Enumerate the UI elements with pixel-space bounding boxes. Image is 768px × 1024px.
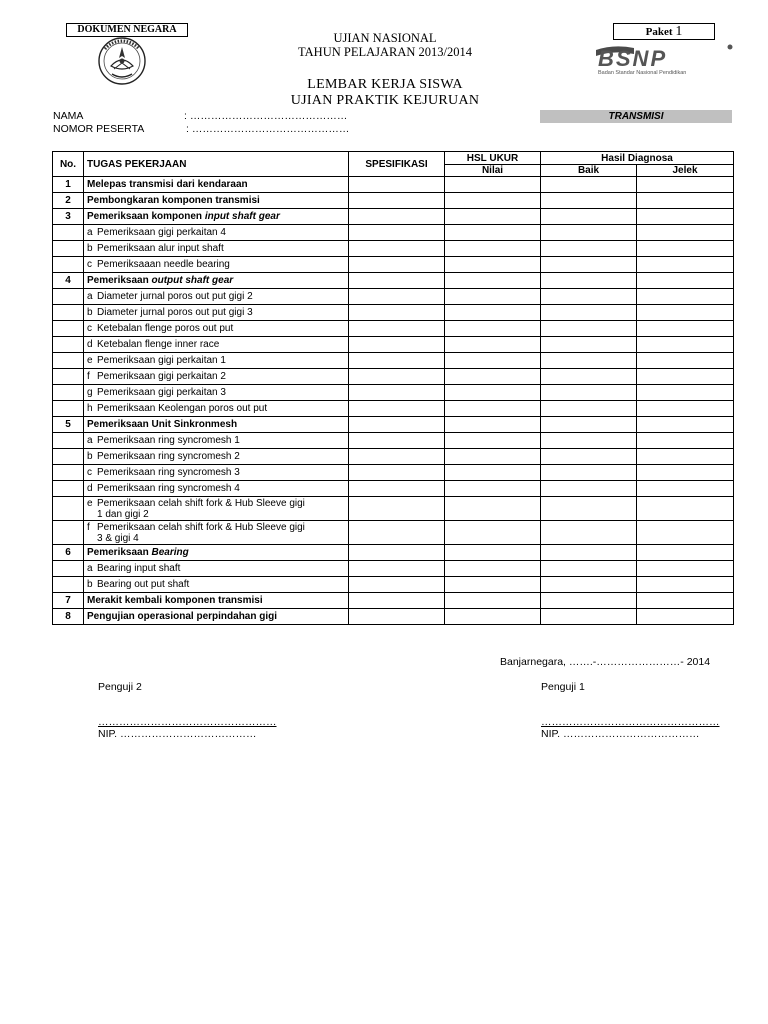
nilai-cell[interactable] xyxy=(445,337,541,353)
row-number: 4 xyxy=(53,273,84,289)
row-number xyxy=(53,497,84,521)
row-number xyxy=(53,241,84,257)
sheet-title-line1: LEMBAR KERJA SISWA xyxy=(307,77,463,92)
row-number xyxy=(53,481,84,497)
task-cell xyxy=(84,481,349,497)
table-row xyxy=(53,593,734,609)
baik-cell[interactable] xyxy=(541,577,637,593)
subtask-text: Diameter jurnal poros out put gigi 2 xyxy=(97,291,253,302)
exam-title xyxy=(250,31,520,59)
task-cell xyxy=(84,401,349,417)
spesifikasi-cell[interactable] xyxy=(349,337,445,353)
nama-label: NAMA xyxy=(53,110,84,122)
task-cell xyxy=(84,593,349,609)
spesifikasi-cell[interactable] xyxy=(349,321,445,337)
task-cell xyxy=(84,321,349,337)
subtask-letter: e xyxy=(87,497,93,509)
task-text: Pembongkaran komponen transmisi xyxy=(87,195,260,206)
subtask-letter: c xyxy=(87,467,92,478)
table-row xyxy=(53,225,734,241)
subtask-text: Pemeriksaan ring syncromesh 3 xyxy=(97,467,240,478)
row-number xyxy=(53,401,84,417)
task-cell xyxy=(84,609,349,625)
subtask-letter: b xyxy=(87,307,93,318)
jelek-cell[interactable] xyxy=(637,273,734,289)
subtask-text: Pemeriksaan celah shift fork & Hub Sleeve gigi xyxy=(97,521,305,533)
col-header-hsl-ukur: HSL UKUR xyxy=(445,152,541,165)
table-row xyxy=(53,177,734,193)
jelek-cell[interactable] xyxy=(637,433,734,449)
subtask-text: Diameter jurnal poros out put gigi 3 xyxy=(97,307,253,318)
subtask-letter: g xyxy=(87,387,93,398)
row-number: 7 xyxy=(53,593,84,609)
subtask-text: Ketebalan flenge inner race xyxy=(97,339,220,350)
baik-cell[interactable] xyxy=(541,561,637,577)
penguji2-label: Penguji 2 xyxy=(98,681,142,693)
subtask-text: 3 & gigi 4 xyxy=(97,532,139,544)
baik-cell[interactable] xyxy=(541,353,637,369)
nilai-cell[interactable] xyxy=(445,193,541,209)
table-row xyxy=(53,385,734,401)
row-number xyxy=(53,433,84,449)
spesifikasi-cell[interactable] xyxy=(349,449,445,465)
task-cell xyxy=(84,225,349,241)
table-row xyxy=(53,561,734,577)
nilai-cell[interactable] xyxy=(445,433,541,449)
nilai-cell[interactable] xyxy=(445,369,541,385)
baik-cell[interactable] xyxy=(541,449,637,465)
table-row xyxy=(53,433,734,449)
nomor-peserta-field[interactable]: : ……………………………………… xyxy=(186,123,350,135)
subtask-letter: a xyxy=(87,227,93,238)
bsnp-logo xyxy=(594,42,736,76)
task-table xyxy=(52,151,734,625)
task-cell xyxy=(84,449,349,465)
col-header-no: No. xyxy=(53,152,84,177)
spesifikasi-cell[interactable] xyxy=(349,545,445,561)
spesifikasi-cell[interactable] xyxy=(349,481,445,497)
baik-cell[interactable] xyxy=(541,481,637,497)
spesifikasi-cell[interactable] xyxy=(349,225,445,241)
col-header-nilai: Nilai xyxy=(445,165,541,177)
subtask-text: Pemeriksaan gigi perkaitan 2 xyxy=(97,371,226,382)
baik-cell[interactable] xyxy=(541,241,637,257)
task-text: Melepas transmisi dari kendaraan xyxy=(87,179,248,190)
place-date: Banjarnegara, …….-……………………- 2014 xyxy=(500,656,711,668)
task-cell xyxy=(84,577,349,593)
jelek-cell[interactable] xyxy=(637,305,734,321)
nilai-cell[interactable] xyxy=(445,257,541,273)
table-row xyxy=(53,497,734,521)
subtask-letter: a xyxy=(87,435,93,446)
table-row xyxy=(53,305,734,321)
baik-cell[interactable] xyxy=(541,289,637,305)
subtask-text: Pemeriksaan ring syncromesh 4 xyxy=(97,483,240,494)
jelek-cell[interactable] xyxy=(637,545,734,561)
nilai-cell[interactable] xyxy=(445,465,541,481)
jelek-cell[interactable] xyxy=(637,465,734,481)
subtask-text: Bearing input shaft xyxy=(97,563,181,574)
jelek-cell[interactable] xyxy=(637,401,734,417)
table-row xyxy=(53,273,734,289)
nilai-cell[interactable] xyxy=(445,321,541,337)
spesifikasi-cell[interactable] xyxy=(349,521,445,545)
jelek-cell[interactable] xyxy=(637,417,734,433)
task-cell xyxy=(84,353,349,369)
baik-cell[interactable] xyxy=(541,593,637,609)
table-row xyxy=(53,449,734,465)
nilai-cell[interactable] xyxy=(445,545,541,561)
subtask-letter: e xyxy=(87,355,93,366)
nilai-cell[interactable] xyxy=(445,449,541,465)
task-text: Pengujian operasional perpindahan gigi xyxy=(87,611,278,622)
spesifikasi-cell[interactable] xyxy=(349,353,445,369)
row-number xyxy=(53,369,84,385)
subtask-letter: a xyxy=(87,291,93,302)
row-number xyxy=(53,449,84,465)
nilai-cell[interactable] xyxy=(445,577,541,593)
table-row xyxy=(53,289,734,305)
row-number xyxy=(53,321,84,337)
row-number xyxy=(53,385,84,401)
row-number: 6 xyxy=(53,545,84,561)
spesifikasi-cell[interactable] xyxy=(349,273,445,289)
row-number xyxy=(53,337,84,353)
spesifikasi-cell[interactable] xyxy=(349,593,445,609)
nilai-cell[interactable] xyxy=(445,609,541,625)
baik-cell[interactable] xyxy=(541,385,637,401)
subtask-letter: h xyxy=(87,403,93,414)
subtask-text: Pemeriksaan Keolengan poros out put xyxy=(97,403,268,414)
nilai-cell[interactable] xyxy=(445,273,541,289)
subtask-letter: d xyxy=(87,483,93,494)
jelek-cell[interactable] xyxy=(637,337,734,353)
jelek-cell[interactable] xyxy=(637,257,734,273)
subtask-text: Pemeriksaan gigi perkaitan 3 xyxy=(97,387,226,398)
baik-cell[interactable] xyxy=(541,193,637,209)
jelek-cell[interactable] xyxy=(637,385,734,401)
task-cell xyxy=(84,289,349,305)
spesifikasi-cell[interactable] xyxy=(349,289,445,305)
nama-field[interactable]: : ……………………………………… xyxy=(184,110,348,122)
subtask-letter: a xyxy=(87,563,93,574)
signature-line-penguji1[interactable]: …………………………………………… xyxy=(541,716,720,728)
nilai-cell[interactable] xyxy=(445,417,541,433)
subtask-text: Pemeriksaan celah shift fork & Hub Sleeve gigi xyxy=(97,497,305,509)
nilai-cell[interactable] xyxy=(445,305,541,321)
penguji1-label: Penguji 1 xyxy=(541,681,585,693)
jelek-cell[interactable] xyxy=(637,353,734,369)
table-row xyxy=(53,209,734,225)
task-text: Pemeriksaan Unit Sinkronmesh xyxy=(87,419,238,430)
exam-title-line1: UJIAN NASIONAL xyxy=(333,31,437,45)
task-cell xyxy=(84,545,349,561)
row-number xyxy=(53,305,84,321)
subtask-letter: f xyxy=(87,371,90,382)
spesifikasi-cell[interactable] xyxy=(349,417,445,433)
subtask-letter: f xyxy=(87,521,90,533)
baik-cell[interactable] xyxy=(541,321,637,337)
baik-cell[interactable] xyxy=(541,209,637,225)
task-text: output shaft gear xyxy=(151,275,234,286)
jelek-cell[interactable] xyxy=(637,481,734,497)
table-row xyxy=(53,337,734,353)
baik-cell[interactable] xyxy=(541,417,637,433)
baik-cell[interactable] xyxy=(541,177,637,193)
nip-penguji1[interactable]: NIP. ………………………………… xyxy=(541,728,700,740)
jelek-cell[interactable] xyxy=(637,241,734,257)
row-number xyxy=(53,561,84,577)
paket-label: Paket xyxy=(645,26,673,38)
bsnp-tagline: Badan Standar Nasional Pendidikan xyxy=(598,70,687,76)
spesifikasi-cell[interactable] xyxy=(349,369,445,385)
jelek-cell[interactable] xyxy=(637,225,734,241)
row-number: 3 xyxy=(53,209,84,225)
task-cell xyxy=(84,433,349,449)
col-header-baik: Baik xyxy=(541,165,637,177)
task-cell xyxy=(84,273,349,289)
spesifikasi-cell[interactable] xyxy=(349,433,445,449)
task-cell xyxy=(84,177,349,193)
paket-box xyxy=(613,23,715,40)
table-row xyxy=(53,609,734,625)
subtask-text: Pemeriksaan gigi perkaitan 1 xyxy=(97,355,226,366)
table-row xyxy=(53,521,734,545)
nilai-cell[interactable] xyxy=(445,561,541,577)
task-cell xyxy=(84,369,349,385)
jelek-cell[interactable] xyxy=(637,561,734,577)
task-cell xyxy=(84,209,349,225)
spesifikasi-cell[interactable] xyxy=(349,305,445,321)
row-number xyxy=(53,289,84,305)
nomor-peserta-label: NOMOR PESERTA xyxy=(53,123,145,135)
row-number xyxy=(53,257,84,273)
table-row xyxy=(53,321,734,337)
jelek-cell[interactable] xyxy=(637,193,734,209)
jelek-cell[interactable] xyxy=(637,577,734,593)
task-cell xyxy=(84,385,349,401)
spesifikasi-cell[interactable] xyxy=(349,609,445,625)
bsnp-logo-text: BSNP xyxy=(598,46,668,71)
nilai-cell[interactable] xyxy=(445,481,541,497)
subtask-text: Ketebalan flenge poros out put xyxy=(97,323,234,334)
table-row xyxy=(53,465,734,481)
row-number xyxy=(53,353,84,369)
table-row xyxy=(53,353,734,369)
table-row xyxy=(53,241,734,257)
subtask-letter: d xyxy=(87,339,93,350)
signature-line-penguji2[interactable]: …………………………………………… xyxy=(98,716,277,728)
task-cell xyxy=(84,337,349,353)
subtask-text: Pemeriksaaan needle bearing xyxy=(97,259,230,270)
task-text: Pemeriksaan komponen xyxy=(87,211,205,222)
table-row xyxy=(53,545,734,561)
nilai-cell[interactable] xyxy=(445,521,541,545)
task-cell xyxy=(84,257,349,273)
jelek-cell[interactable] xyxy=(637,521,734,545)
row-number xyxy=(53,521,84,545)
category-bar: TRANSMISI xyxy=(540,110,732,123)
row-number xyxy=(53,225,84,241)
subtask-letter: b xyxy=(87,451,93,462)
nilai-cell[interactable] xyxy=(445,289,541,305)
baik-cell[interactable] xyxy=(541,273,637,289)
col-header-spesifikasi: SPESIFIKASI xyxy=(349,152,445,177)
nilai-cell[interactable] xyxy=(445,225,541,241)
spesifikasi-cell[interactable] xyxy=(349,577,445,593)
baik-cell[interactable] xyxy=(541,521,637,545)
task-cell xyxy=(84,417,349,433)
spesifikasi-cell[interactable] xyxy=(349,193,445,209)
task-text: Merakit kembali komponen transmisi xyxy=(87,595,263,606)
row-number: 1 xyxy=(53,177,84,193)
jelek-cell[interactable] xyxy=(637,289,734,305)
jelek-cell[interactable] xyxy=(637,449,734,465)
task-cell xyxy=(84,193,349,209)
paket-number: 1 xyxy=(675,24,683,39)
task-cell xyxy=(84,305,349,321)
baik-cell[interactable] xyxy=(541,433,637,449)
spesifikasi-cell[interactable] xyxy=(349,241,445,257)
row-number xyxy=(53,577,84,593)
jelek-cell[interactable] xyxy=(637,321,734,337)
nilai-cell[interactable] xyxy=(445,241,541,257)
jelek-cell[interactable] xyxy=(637,609,734,625)
jelek-cell[interactable] xyxy=(637,369,734,385)
row-number: 5 xyxy=(53,417,84,433)
subtask-letter: b xyxy=(87,579,93,590)
task-cell xyxy=(84,465,349,481)
task-text: Pemeriksaan xyxy=(87,547,152,558)
task-cell xyxy=(84,521,349,545)
nilai-cell[interactable] xyxy=(445,177,541,193)
baik-cell[interactable] xyxy=(541,305,637,321)
row-number: 8 xyxy=(53,609,84,625)
exam-title-line2: TAHUN PELAJARAN 2013/2014 xyxy=(298,45,472,59)
baik-cell[interactable] xyxy=(541,401,637,417)
subtask-text: Pemeriksaan ring syncromesh 2 xyxy=(97,451,240,462)
spesifikasi-cell[interactable] xyxy=(349,561,445,577)
task-cell xyxy=(84,561,349,577)
subtask-text: Pemeriksaan ring syncromesh 1 xyxy=(97,435,240,446)
table-row xyxy=(53,257,734,273)
spesifikasi-cell[interactable] xyxy=(349,385,445,401)
table-row xyxy=(53,193,734,209)
spesifikasi-cell[interactable] xyxy=(349,465,445,481)
spesifikasi-cell[interactable] xyxy=(349,177,445,193)
subtask-text: Bearing out put shaft xyxy=(97,579,190,590)
spesifikasi-cell[interactable] xyxy=(349,497,445,521)
sheet-title-line2: UJIAN PRAKTIK KEJURUAN xyxy=(290,93,480,108)
nilai-cell[interactable] xyxy=(445,497,541,521)
spesifikasi-cell[interactable] xyxy=(349,257,445,273)
row-number: 2 xyxy=(53,193,84,209)
task-text: input shaft gear xyxy=(204,211,280,222)
nip-penguji2[interactable]: NIP. ………………………………… xyxy=(98,728,257,740)
table-row xyxy=(53,417,734,433)
subtask-letter: b xyxy=(87,243,93,254)
dokumen-negara-label: DOKUMEN NEGARA xyxy=(66,23,188,37)
col-header-jelek: Jelek xyxy=(637,165,734,177)
table-row xyxy=(53,401,734,417)
jelek-cell[interactable] xyxy=(637,497,734,521)
table-row xyxy=(53,369,734,385)
subtask-letter: c xyxy=(87,323,92,334)
baik-cell[interactable] xyxy=(541,497,637,521)
baik-cell[interactable] xyxy=(541,609,637,625)
nilai-cell[interactable] xyxy=(445,209,541,225)
jelek-cell[interactable] xyxy=(637,177,734,193)
subtask-text: Pemeriksaan alur input shaft xyxy=(97,243,224,254)
task-cell xyxy=(84,241,349,257)
col-header-hasil-diagnosa: Hasil Diagnosa xyxy=(541,152,734,165)
baik-cell[interactable] xyxy=(541,465,637,481)
task-cell xyxy=(84,497,349,521)
col-header-tugas: TUGAS PEKERJAAN xyxy=(84,152,349,177)
baik-cell[interactable] xyxy=(541,337,637,353)
sheet-title xyxy=(220,77,550,109)
baik-cell[interactable] xyxy=(541,225,637,241)
task-text: Pemeriksaan xyxy=(87,275,152,286)
jelek-cell[interactable] xyxy=(637,209,734,225)
table-row xyxy=(53,481,734,497)
table-row xyxy=(53,577,734,593)
jelek-cell[interactable] xyxy=(637,593,734,609)
nilai-cell[interactable] xyxy=(445,593,541,609)
subtask-text: 1 dan gigi 2 xyxy=(97,508,149,520)
row-number xyxy=(53,465,84,481)
baik-cell[interactable] xyxy=(541,369,637,385)
baik-cell[interactable] xyxy=(541,257,637,273)
nilai-cell[interactable] xyxy=(445,385,541,401)
baik-cell[interactable] xyxy=(541,545,637,561)
subtask-text: Pemeriksaan gigi perkaitan 4 xyxy=(97,227,226,238)
task-text: Bearing xyxy=(151,547,189,558)
subtask-letter: c xyxy=(87,259,92,270)
tut-wuri-handayani-emblem-icon xyxy=(97,36,147,86)
nilai-cell[interactable] xyxy=(445,401,541,417)
spesifikasi-cell[interactable] xyxy=(349,209,445,225)
nilai-cell[interactable] xyxy=(445,353,541,369)
spesifikasi-cell[interactable] xyxy=(349,401,445,417)
